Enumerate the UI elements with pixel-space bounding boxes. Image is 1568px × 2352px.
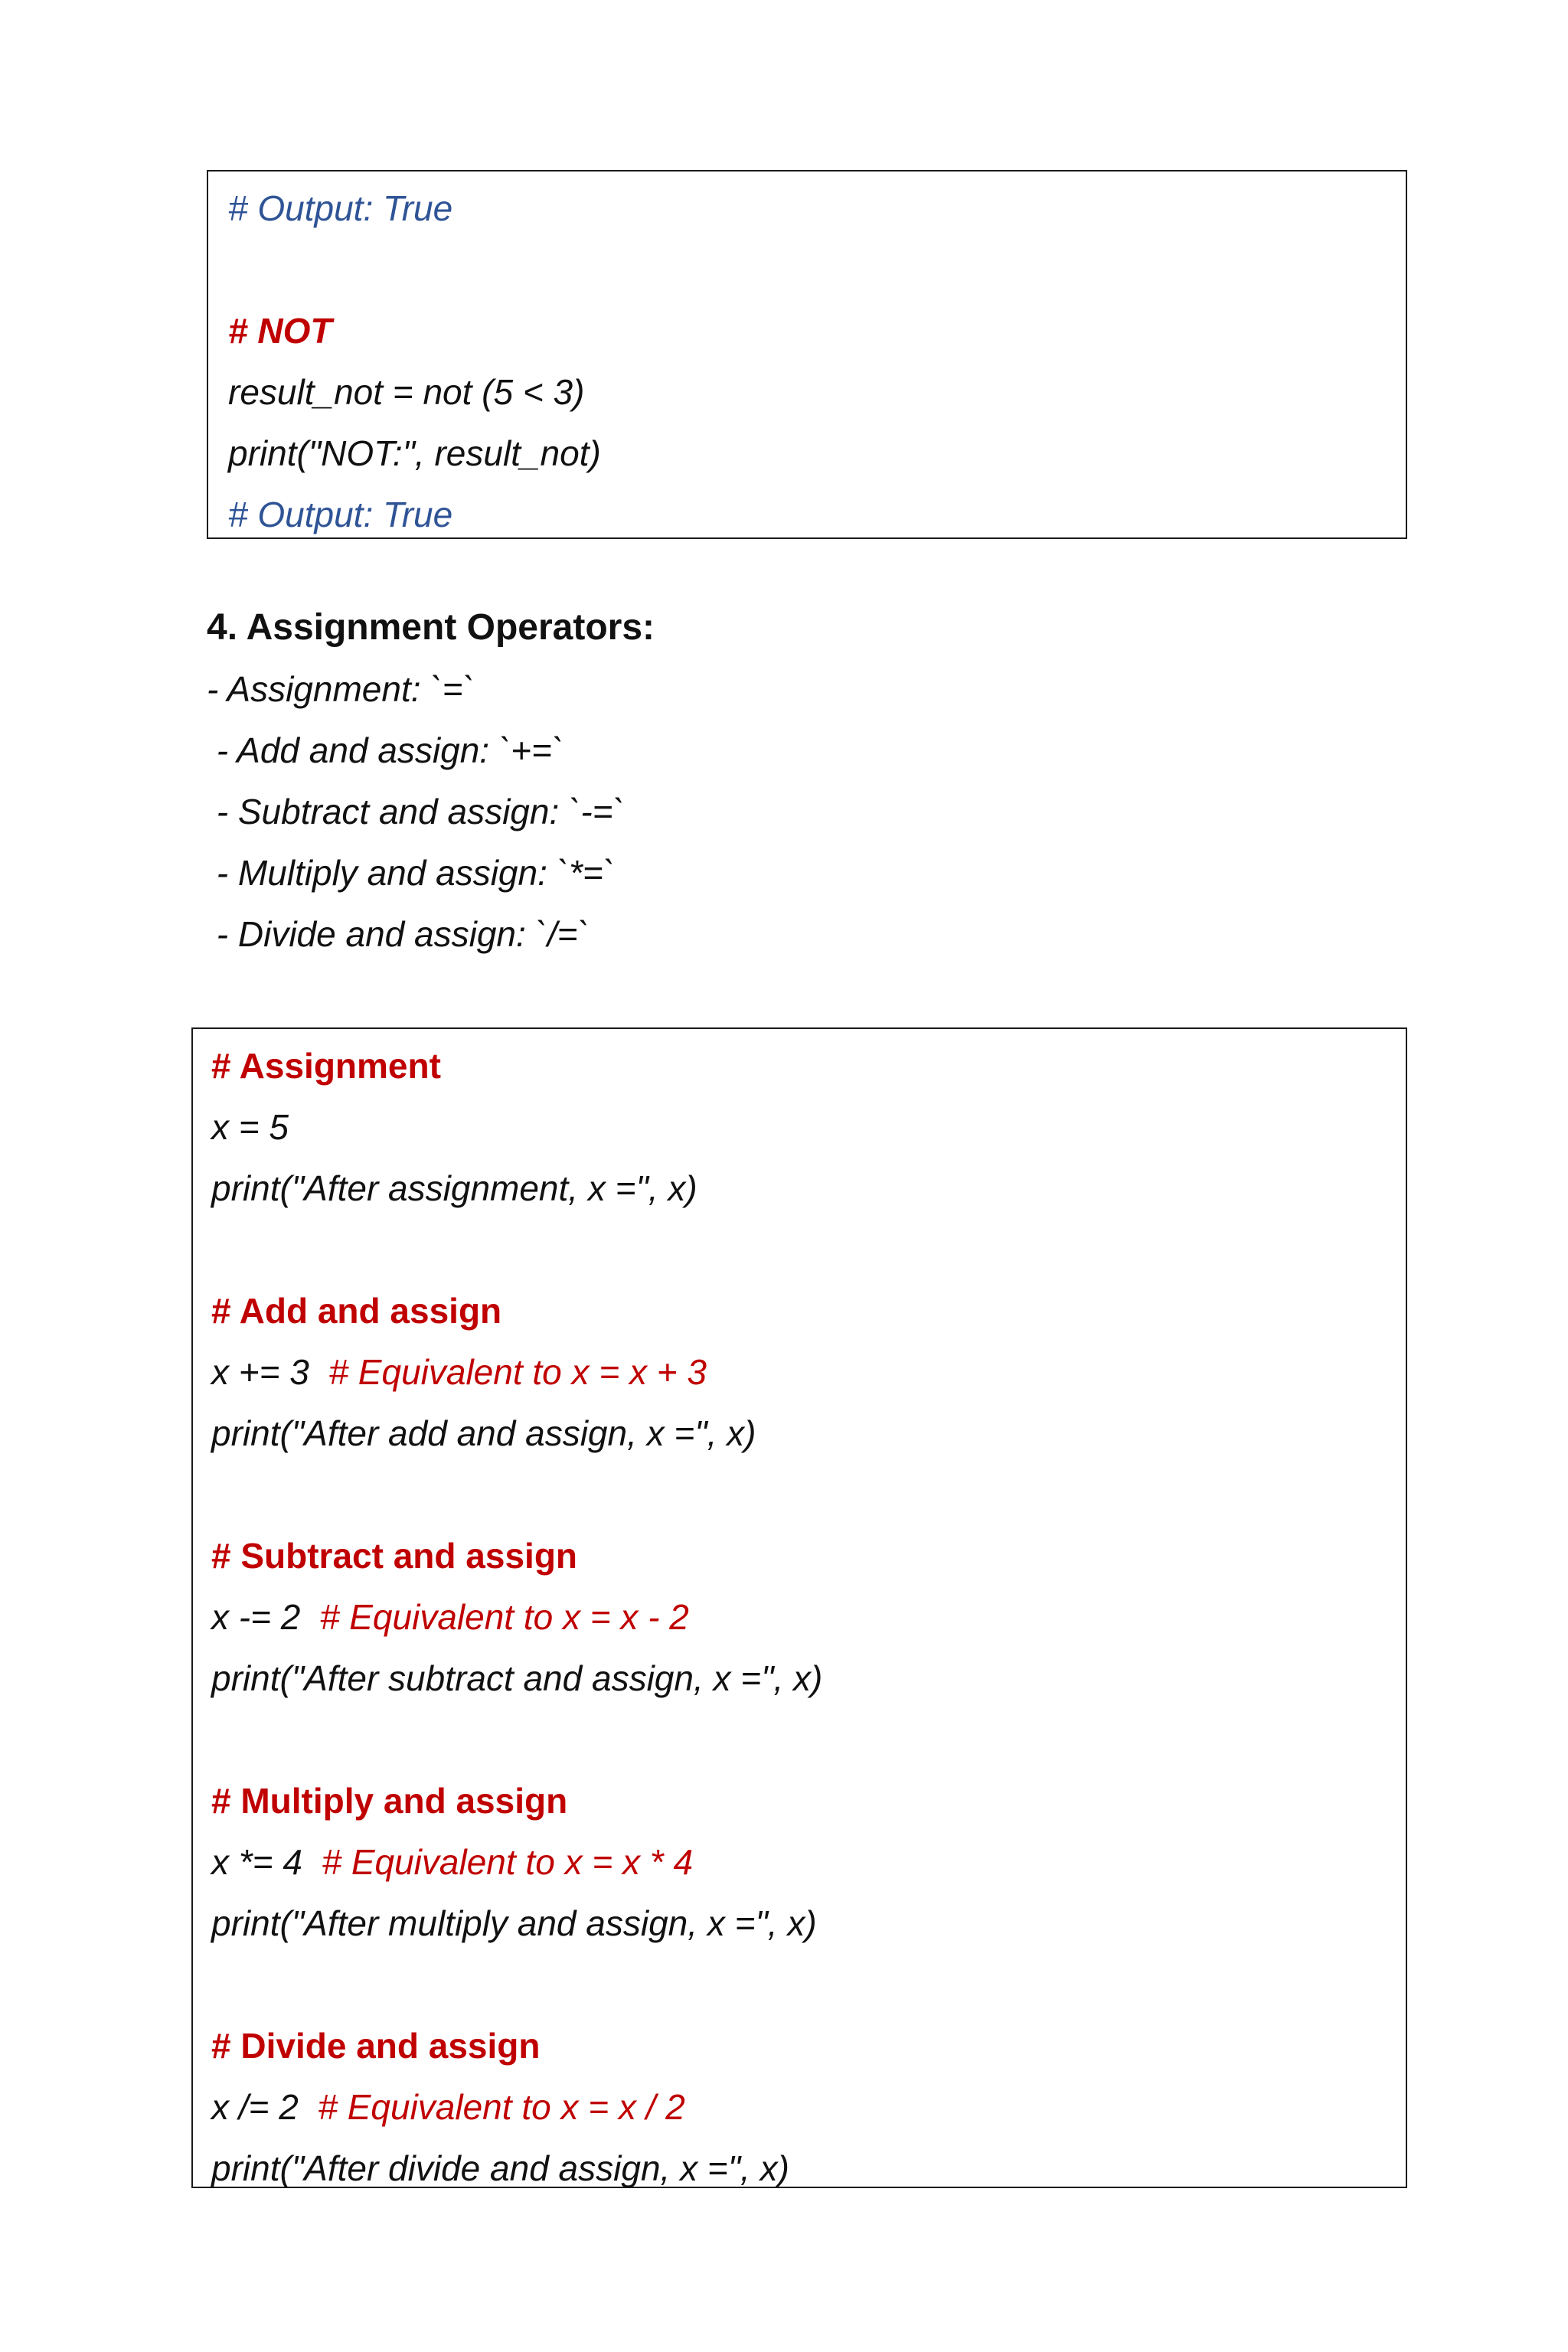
code-print: print("After assignment, x =", x) (211, 1168, 697, 1208)
code-header: # Divide and assign (211, 2026, 541, 2066)
list-item: - Assignment: `=` (207, 669, 475, 709)
code-header-not: # NOT (228, 311, 332, 351)
code-inline-comment: # Equivalent to x = x + 3 (328, 1352, 707, 1392)
code-print: print("After add and assign, x =", x) (211, 1413, 756, 1453)
code-print: print("After multiply and assign, x =", x) (211, 1903, 817, 1943)
code-header: # Add and assign (211, 1291, 502, 1331)
code-statement-text: x -= 2 (211, 1597, 320, 1637)
list-item: - Subtract and assign: `-=` (207, 792, 625, 831)
code-block-assignment-operators (191, 1027, 1407, 2188)
code-statement (211, 2076, 1406, 2138)
code-statement (211, 1831, 1406, 1893)
code-statement-text: x /= 2 (211, 2087, 318, 2127)
code-blank-line (211, 1709, 1406, 1770)
code-header: # Subtract and assign (211, 1536, 578, 1576)
list-item: - Divide and assign: `/=` (207, 914, 590, 954)
code-blank-line (228, 239, 1406, 300)
code-statement: result_not = not (5 < 3) (228, 372, 585, 412)
code-header: # Multiply and assign (211, 1781, 568, 1821)
code-blank-line (211, 1219, 1406, 1280)
code-print: print("NOT:", result_not) (228, 433, 601, 473)
code-statement: x = 5 (211, 1107, 289, 1147)
code-statement (211, 1341, 1406, 1403)
code-print: print("After divide and assign, x =", x) (211, 2148, 789, 2188)
code-blank-line (211, 1954, 1406, 2015)
code-statement-text: x *= 4 (211, 1842, 322, 1882)
code-comment-output: # Output: True (228, 188, 453, 228)
code-inline-comment: # Equivalent to x = x * 4 (322, 1842, 694, 1882)
code-statement (211, 1586, 1406, 1648)
code-inline-comment: # Equivalent to x = x / 2 (318, 2087, 685, 2127)
code-block-logical-not (207, 170, 1407, 539)
code-statement-text: x += 3 (211, 1352, 329, 1392)
list-item: - Add and assign: `+=` (207, 730, 564, 770)
code-comment-output: # Output: True (228, 495, 453, 534)
code-blank-line (211, 1464, 1406, 1525)
section-title: 4. Assignment Operators: (207, 607, 655, 648)
code-header: # Assignment (211, 1046, 441, 1086)
code-inline-comment: # Equivalent to x = x - 2 (319, 1597, 689, 1637)
list-item: - Multiply and assign: `*=` (207, 853, 616, 893)
code-print: print("After subtract and assign, x =", x) (211, 1658, 823, 1698)
assignment-operators-section (207, 597, 1407, 965)
